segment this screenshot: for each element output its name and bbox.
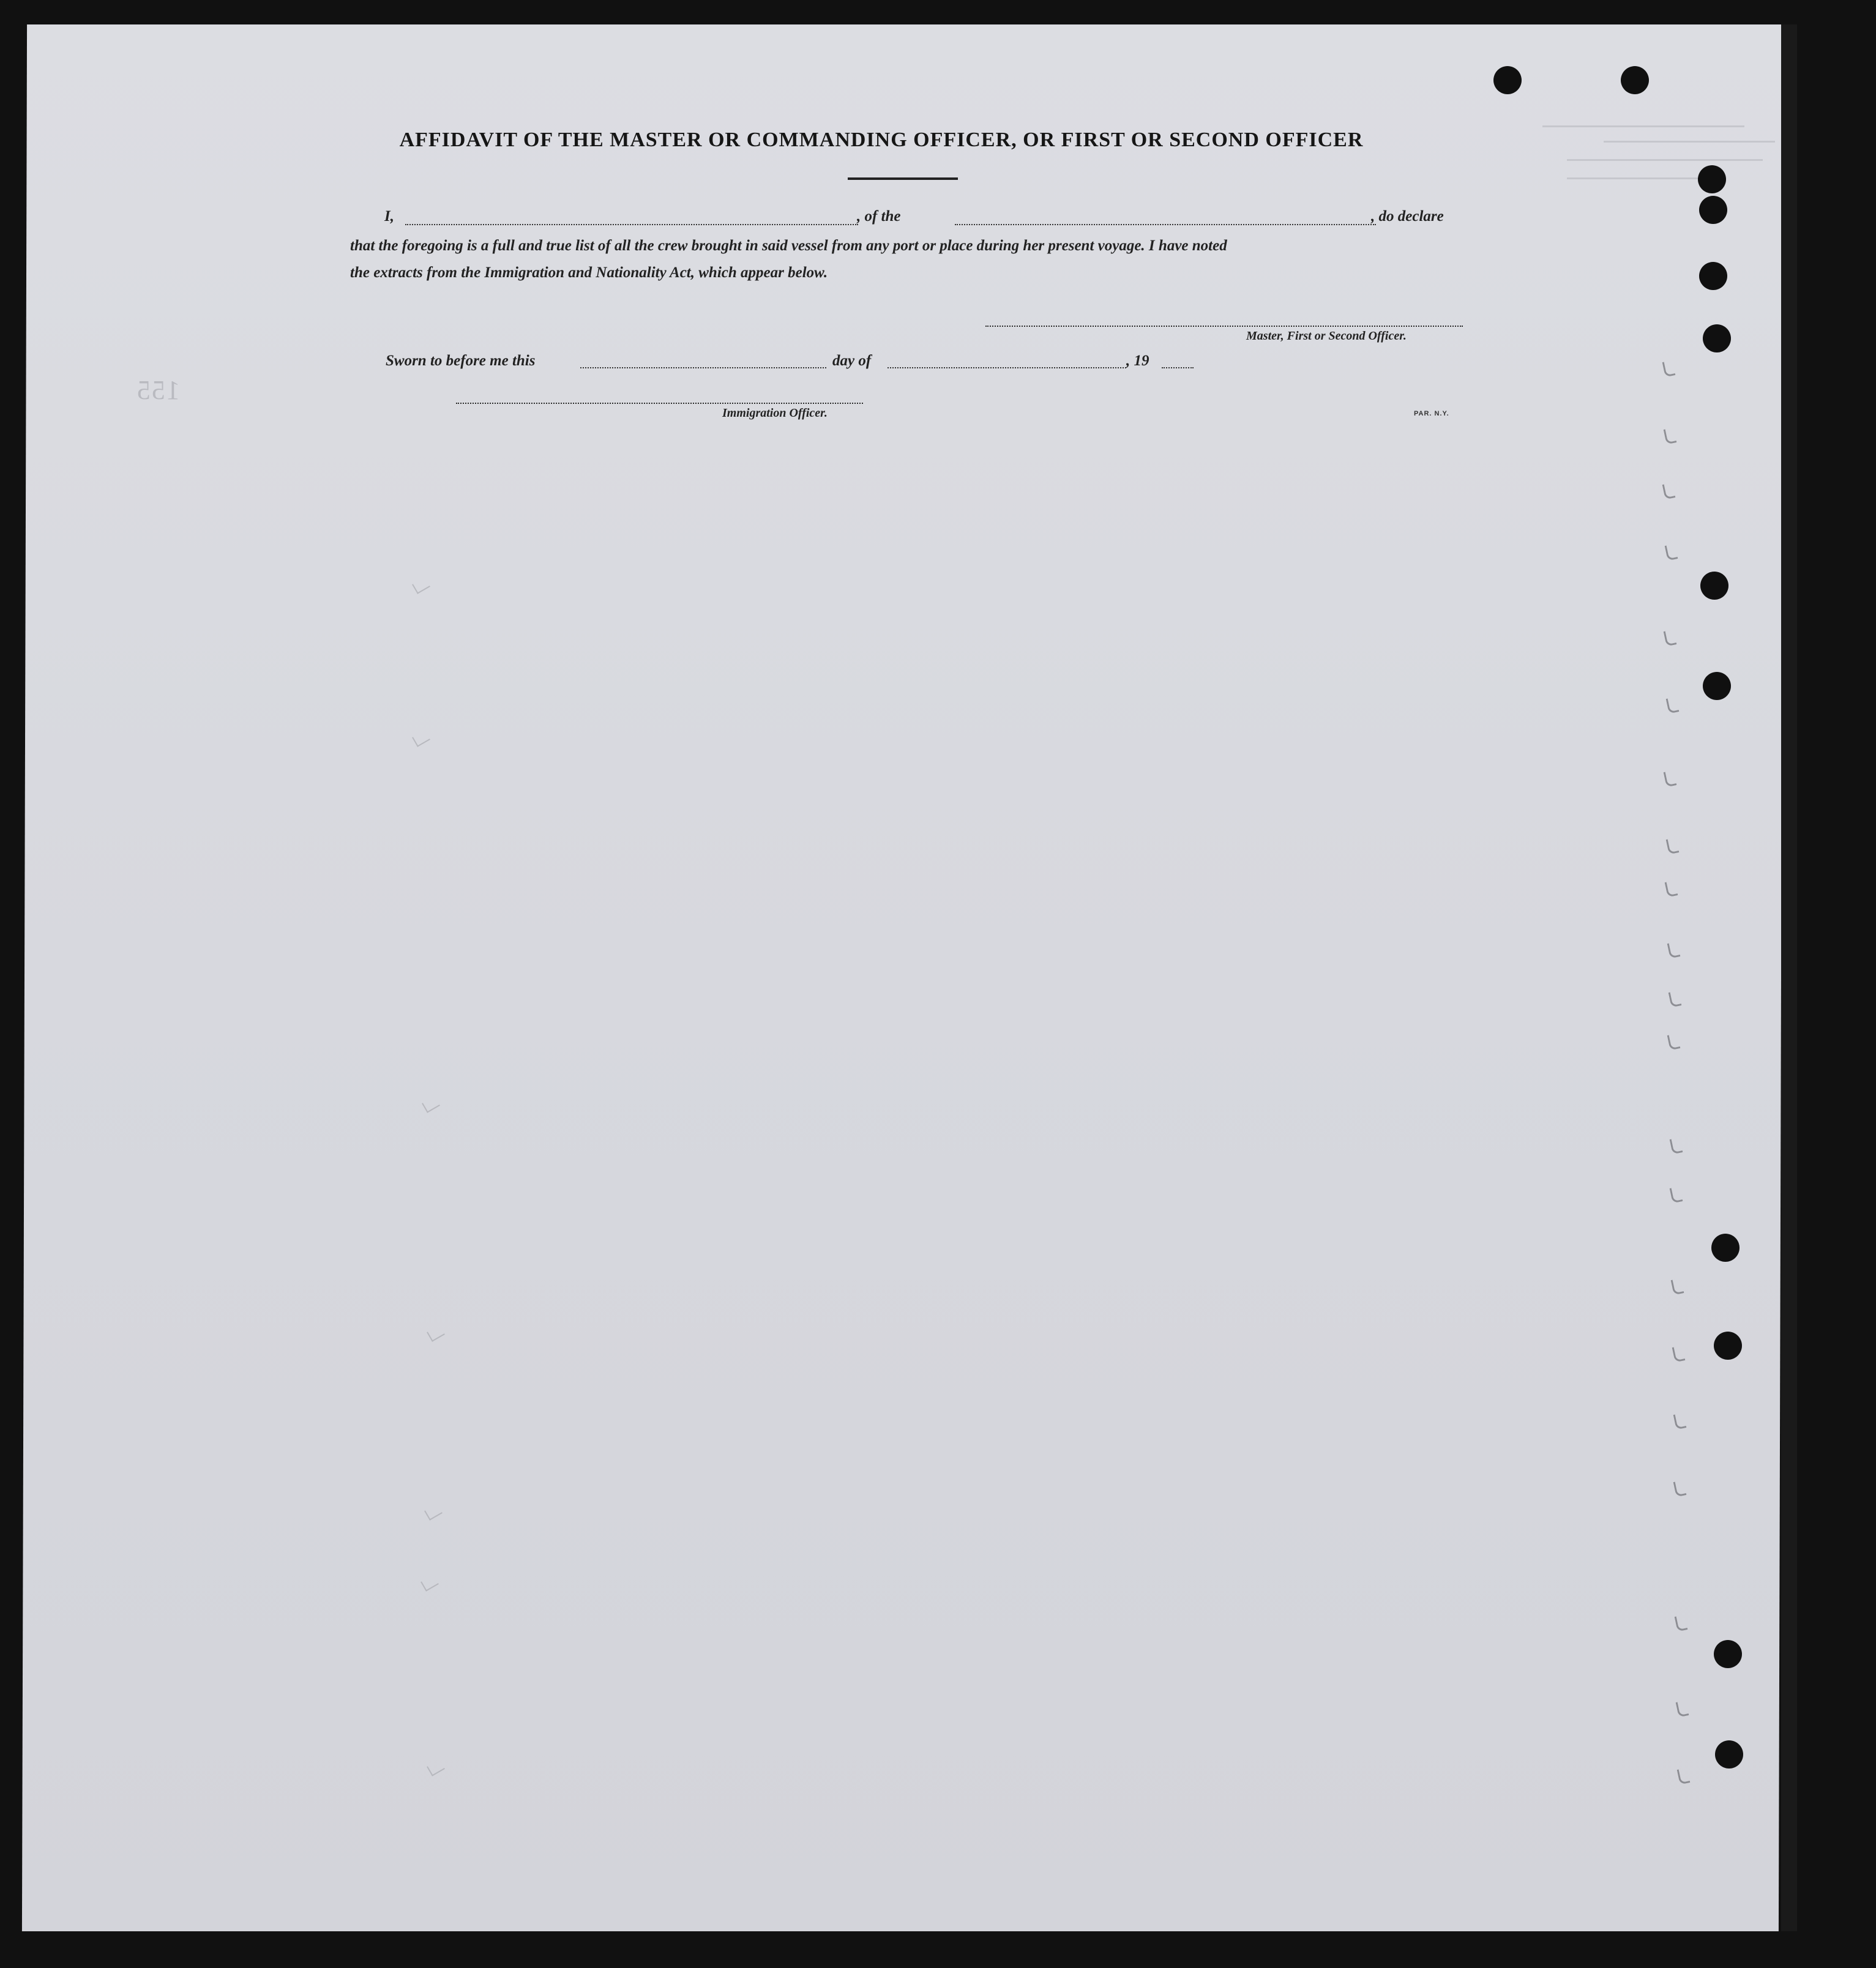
sworn-year-field[interactable] [1162, 367, 1194, 368]
sworn-prefix: Sworn to before me this [386, 352, 536, 369]
punch-hole [1700, 572, 1728, 600]
bleed-through-number: 155 [136, 375, 180, 405]
tick-mark [1665, 544, 1678, 561]
declare-suffix: , do declare [1371, 208, 1444, 225]
faint-mark [427, 1759, 445, 1776]
punch-hole [1698, 165, 1726, 193]
punch-hole [1621, 66, 1649, 94]
tick-mark [1670, 1138, 1683, 1155]
tick-mark [1667, 942, 1681, 959]
vessel-prefix: , of the [857, 208, 901, 225]
tick-mark [1666, 838, 1680, 855]
declaration-text-line: the extracts from the Immigration and Nationality Act, which appear below. [350, 264, 828, 281]
punch-hole [1714, 1640, 1742, 1668]
officer-signature-caption: Immigration Officer. [722, 406, 828, 420]
sworn-day-of: day of [832, 352, 872, 369]
tick-mark [1676, 1701, 1689, 1718]
sworn-year-prefix: , 19 [1126, 352, 1149, 369]
tick-mark [1666, 697, 1680, 714]
punch-hole [1493, 66, 1522, 94]
master-signature-caption: Master, First or Second Officer. [1246, 329, 1407, 343]
tick-mark [1664, 770, 1677, 788]
tick-mark [1677, 1768, 1691, 1785]
sworn-month-field[interactable] [888, 367, 1126, 368]
faint-mark [420, 1575, 439, 1592]
punch-hole [1699, 196, 1727, 224]
punch-hole [1714, 1332, 1742, 1360]
vessel-name-field[interactable] [955, 224, 1376, 225]
tick-mark [1675, 1615, 1688, 1632]
tick-mark [1673, 1413, 1687, 1430]
tick-mark [1670, 1187, 1683, 1204]
tick-mark [1662, 360, 1676, 378]
tick-mark [1664, 428, 1677, 445]
bleed-through-line [1567, 177, 1714, 179]
officer-signature-field[interactable] [456, 403, 863, 404]
punch-hole [1703, 324, 1731, 352]
declarant-prefix: I, [384, 208, 394, 225]
faint-mark [422, 1096, 440, 1113]
punch-hole [1699, 262, 1727, 290]
page-title: AFFIDAVIT OF THE MASTER OR COMMANDING OFFICER, OR FIRST OR SECOND OFFICER [399, 129, 1364, 151]
title-underline [848, 177, 958, 180]
declarant-name-field[interactable] [405, 224, 858, 225]
faint-mark [424, 1504, 443, 1521]
tick-mark [1662, 483, 1676, 500]
bleed-through-line [1567, 159, 1763, 161]
punch-hole [1715, 1740, 1743, 1769]
punch-hole [1703, 672, 1731, 700]
faint-mark [412, 577, 430, 594]
master-signature-field[interactable] [985, 326, 1463, 327]
faint-mark [412, 730, 430, 747]
tick-mark [1664, 630, 1677, 647]
tick-mark [1672, 1346, 1686, 1363]
tick-mark [1669, 991, 1682, 1008]
tick-mark [1673, 1480, 1687, 1497]
bleed-through-line [1604, 141, 1775, 143]
tick-mark [1667, 1034, 1681, 1051]
declaration-text-line: that the foregoing is a full and true list of all the crew brought in said vessel from any port or place during her present voyage. I have noted [350, 237, 1227, 254]
tick-mark [1665, 881, 1678, 898]
print-code: PAR. N.Y. [1414, 410, 1449, 417]
sworn-day-field[interactable] [580, 367, 826, 368]
bleed-through-line [1542, 125, 1744, 127]
tick-mark [1671, 1278, 1684, 1295]
punch-hole [1711, 1234, 1740, 1262]
faint-mark [427, 1325, 445, 1342]
